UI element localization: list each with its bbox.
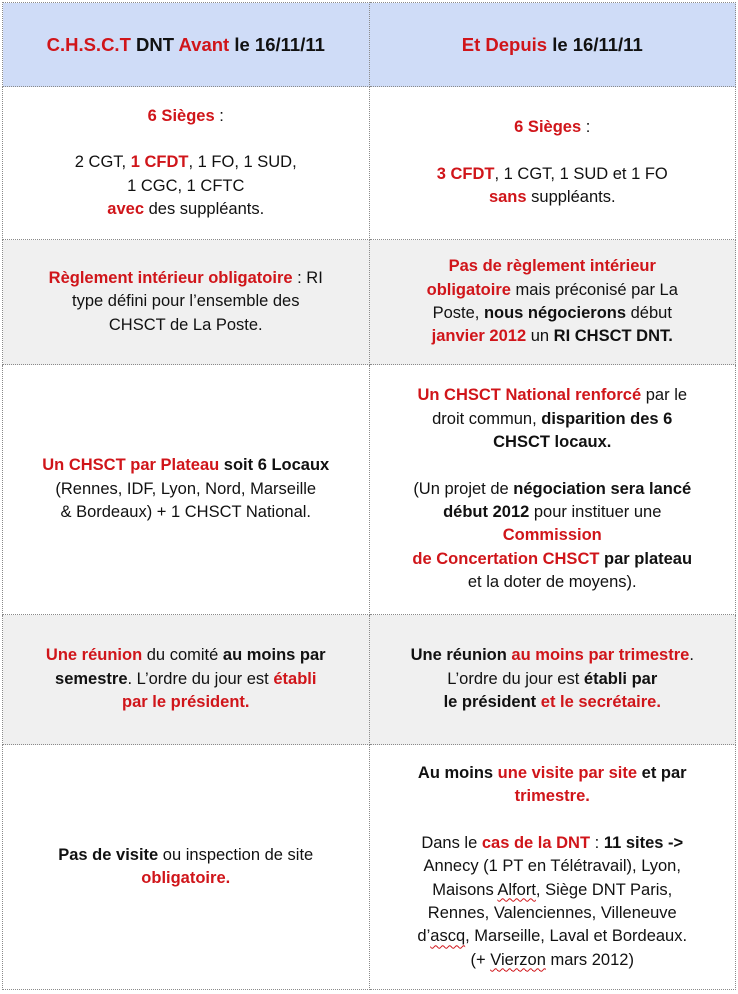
text: RI CHSCT DNT. <box>553 327 673 346</box>
spellcheck-word: Vierzon <box>490 950 546 969</box>
text: & Bordeaux) + 1 CHSCT National. <box>60 503 312 522</box>
cell-plateau-before <box>3 365 370 615</box>
text: ou inspection de site <box>158 845 314 864</box>
cell-visite-after <box>369 745 736 990</box>
header-row <box>3 3 736 87</box>
text: cas de la DNT <box>481 833 591 852</box>
text: 3 CFDT <box>436 164 495 183</box>
cell-reunion-after <box>369 615 736 745</box>
text: : <box>214 106 224 125</box>
header-avant: Avant <box>178 33 230 55</box>
text: avec <box>107 199 145 218</box>
header-date-right: le 16/11/11 <box>547 33 643 55</box>
comparison-table <box>2 2 736 990</box>
row-sieges <box>3 87 736 240</box>
text: Poste, <box>432 304 484 322</box>
text: mais préconisé par La <box>510 280 678 299</box>
text: début <box>626 304 672 322</box>
text: d’ <box>417 927 431 946</box>
text: du comité <box>142 646 223 665</box>
cell-reglement-before <box>3 240 370 365</box>
row-visite <box>3 745 736 990</box>
text: le président <box>443 693 537 712</box>
text: L’ordre du jour est <box>447 669 584 688</box>
text: des suppléants. <box>144 199 265 218</box>
text: : <box>590 833 604 852</box>
text: suppléants. <box>526 188 616 207</box>
text: (Un projet de <box>413 479 514 498</box>
text: . <box>689 646 694 665</box>
text: établi par <box>583 669 658 688</box>
text: au moins par <box>222 646 326 665</box>
text: , Siège DNT Paris, <box>535 880 673 899</box>
text: Au moins <box>417 763 498 782</box>
text: : <box>581 118 591 137</box>
text: et par <box>637 763 687 782</box>
text: sans <box>488 188 527 207</box>
text: et la doter de moyens). <box>467 573 637 592</box>
text: type défini pour l’ensemble des <box>72 292 300 311</box>
text: Maisons <box>432 880 498 899</box>
text: CHSCT locaux. <box>493 433 612 452</box>
cell-plateau-after <box>369 365 736 615</box>
text: obligatoire. <box>141 869 231 887</box>
text: Pas de visite <box>58 845 159 864</box>
text: Pas de règlement intérieur <box>448 257 656 276</box>
header-chsct: C.H.S.C.T <box>46 33 131 55</box>
text: nous négocierons <box>483 304 627 322</box>
cell-reunion-before <box>3 615 370 745</box>
spellcheck-word: ascq <box>430 927 466 946</box>
text: trimestre. <box>514 787 590 806</box>
text: soit 6 Locaux <box>219 456 330 475</box>
text: disparition des 6 <box>541 409 673 428</box>
text: par le président. <box>122 693 250 712</box>
text: (Rennes, IDF, Lyon, Nord, Marseille <box>55 479 317 498</box>
text: 1 CGC, 1 CFTC <box>127 176 245 195</box>
row-reglement <box>3 240 736 365</box>
text: Règlement intérieur obligatoire <box>48 268 293 287</box>
text: : RI <box>292 268 323 287</box>
text: pour instituer une <box>529 503 662 521</box>
header-after <box>369 3 736 87</box>
text: Un CHSCT par Plateau <box>42 456 220 475</box>
text: 6 Sièges <box>147 106 215 125</box>
text: établi <box>273 669 317 688</box>
text: et le secrétaire. <box>536 693 661 712</box>
text: par le <box>641 386 688 405</box>
text: 6 Sièges <box>514 118 582 137</box>
header-et-depuis: Et Depuis <box>461 33 548 55</box>
text: Commission <box>502 526 602 545</box>
text: Annecy (1 PT en Télétravail), Lyon, <box>423 857 681 876</box>
text: Une réunion <box>45 646 143 665</box>
cell-sieges-before <box>3 87 370 240</box>
text: 11 sites -> <box>603 833 684 852</box>
header-date-left: le 16/11/11 <box>229 33 325 55</box>
text: Rennes, Valenciennes, Villeneuve <box>427 903 677 922</box>
text: Dans le <box>421 833 482 852</box>
text: un <box>526 327 554 346</box>
text: . L’ordre du jour est <box>127 669 274 688</box>
text: Un CHSCT National renforcé <box>417 386 642 405</box>
row-plateau <box>3 365 736 615</box>
text: négociation sera lancé <box>513 479 692 498</box>
spellcheck-word: Alfort <box>497 880 536 899</box>
text: par plateau <box>599 549 693 568</box>
header-before <box>3 3 370 87</box>
cell-visite-before <box>3 745 370 990</box>
text: , 1 CGT, 1 SUD et 1 FO <box>494 164 668 183</box>
text: de Concertation CHSCT <box>412 549 600 568</box>
text: semestre <box>55 669 128 688</box>
text: (+ <box>470 950 491 969</box>
text: Une réunion <box>410 646 507 665</box>
text: 2 CGT, <box>74 153 131 172</box>
row-reunion <box>3 615 736 745</box>
text: CHSCT de La Poste. <box>108 315 263 334</box>
header-dnt: DNT <box>130 33 179 55</box>
text: , Marseille, Laval et Bordeaux. <box>465 927 688 946</box>
text: début 2012 <box>443 503 530 521</box>
cell-reglement-after <box>369 240 736 365</box>
text: au moins par trimestre <box>506 646 690 665</box>
text: mars 2012) <box>545 950 634 969</box>
text: obligatoire <box>426 280 511 299</box>
text: droit commun, <box>432 409 542 428</box>
text: 1 CFDT <box>130 153 189 172</box>
text: janvier 2012 <box>431 327 527 346</box>
text: , 1 FO, 1 SUD, <box>188 153 297 172</box>
cell-sieges-after <box>369 87 736 240</box>
text: une visite par site <box>497 763 638 782</box>
